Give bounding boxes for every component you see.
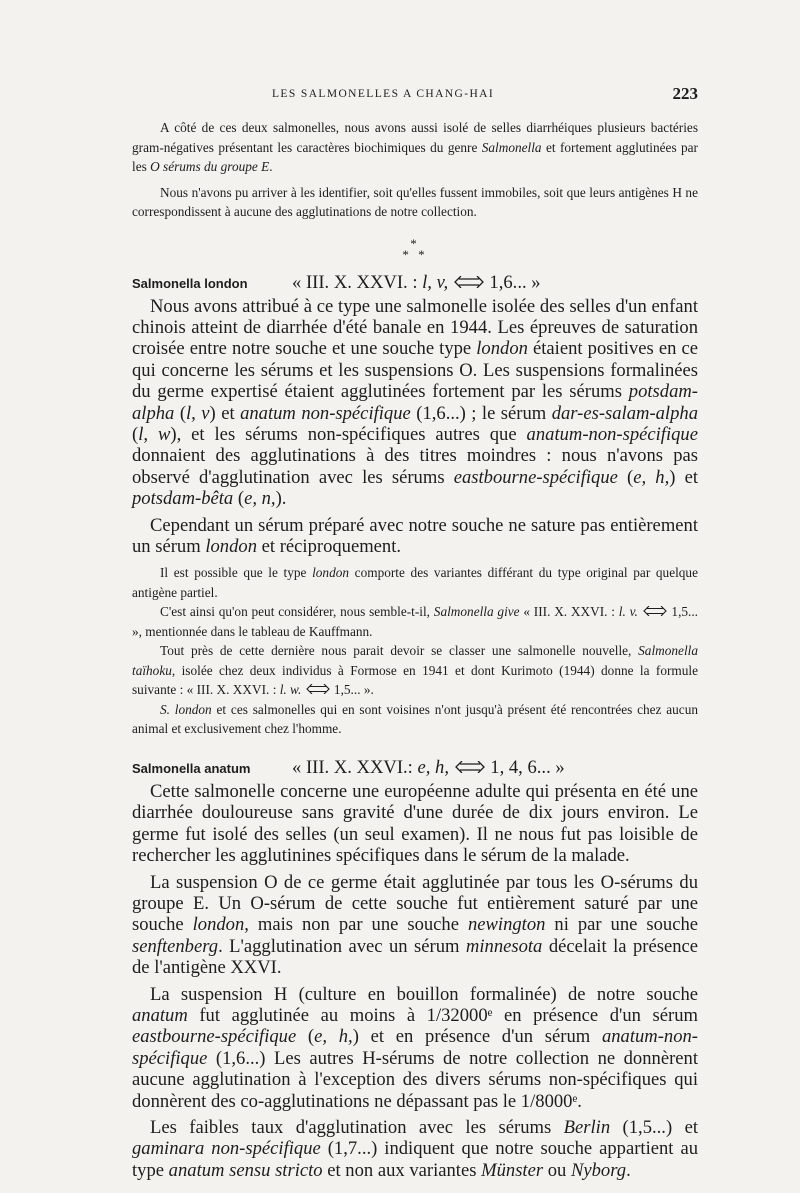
- running-title: LES SALMONELLES A CHANG-HAI: [272, 88, 495, 100]
- double-arrow-icon: [642, 606, 668, 616]
- section-title-anatum: Salmonella anatum: [132, 760, 251, 776]
- asterism: * * *: [402, 235, 428, 262]
- anatum-paragraph-4: Les faibles taux d'agglutination avec les sérums Berlin (1,5...) et gaminara non-spécifique (1,7...) indiquent que notre souche appartient au type anatum sensu stricto et non aux variantes Münster ou Nyborg.: [132, 1116, 698, 1181]
- anatum-paragraph-1: Cette salmonelle concerne une européenne adulte qui présenta en été une diarrhée douloureuse sans gravité d'une durée de dix jours environ. Le germe fut isolé des selles (un seul examen). Il ne nous fut pas loisible de rechercher les agglutinines spécifiques dans le sérum de la malade.: [132, 780, 698, 867]
- page-number: 223: [672, 84, 698, 103]
- london-note-4: S. london et ces salmonelles qui en sont voisines n'ont jusqu'à présent été rencontrées chez aucun animal et exclusivement chez l'homme.: [132, 701, 699, 737]
- anatum-paragraph-3: La suspension H (culture en bouillon formalinée) de notre souche anatum fut agglutinée au moins à 1/32000ᵉ en présence d'un sérum eastbourne-spécifique (e, h,) et en présence d'un sérum anatum-non-spécifique (1,6...) Les autres H-sérums de notre collection ne donnèrent aucune agglutination à l'exception des divers sérums non-spécifiques qui donnèrent des co-agglutinations ne dépassant pas le 1/8000ᵉ.: [132, 983, 698, 1112]
- page-body: [132, 118, 698, 1181]
- london-note-1: Il est possible que le type london comporte des variantes différant du type original par quelque antigène partiel.: [132, 565, 698, 600]
- double-arrow-icon: [453, 276, 485, 288]
- page-header: [132, 84, 698, 108]
- london-note-2: C'est ainsi qu'on peut considérer, nous semble-t-il, Salmonella give « III. X. XXVI. : l. v. 1,5... », mentionnée dans le tableau de Kauffmann.: [132, 604, 699, 639]
- antigenic-formula-london: « III. X. XXVI. : l, v, 1,6... »: [292, 271, 541, 293]
- london-paragraph-1: Nous avons attribué à ce type une salmonelle isolée des selles d'un enfant chinois atteint de diarrhée d'été banale en 1944. Les épreuves de saturation croisée entre notre souche et une souche type london étaient positives en ce qui concerne les sérums et les suspensions O. Les suspensions formalinées du germe expertisé étaient agglutinées fortement par les sérums potsdam-alpha (l, v) et anatum non-spécifique (1,6...) ; le sérum dar-es-salam-alpha (l, w), et les sérums non-spécifiques autres que anatum-non-spécifique donnaient des agglutinations à des titres moindres : nous n'avons pas observé d'agglutination avec les sérums eastbourne-spécifique (e, h,) et potsdam-bêta (e, n,).: [132, 295, 699, 510]
- double-arrow-icon: [305, 684, 331, 694]
- anatum-paragraph-2: La suspension O de ce germe était agglutinée par tous les O-sérums du groupe E. Un O-sérum de cette souche fut entièrement saturé par une souche london, mais non par une souche newington ni par une souche senftenberg. L'agglutination avec un sérum minnesota décelait la présence de l'antigène XXVI.: [132, 871, 698, 979]
- intro-paragraph-1: A côté de ces deux salmonelles, nous avons aussi isolé de selles diarrhéiques plusieurs bactéries gram-négatives présentant les caractères biochimiques du genre Salmonella et fortement agglutinées par les O sérums du groupe E.: [132, 120, 698, 174]
- double-arrow-icon: [454, 761, 486, 773]
- london-paragraph-2: Cependant un sérum préparé avec notre souche ne sature pas entièrement un sérum london et réciproquement.: [132, 514, 698, 557]
- section-heading-london: [132, 272, 698, 294]
- antigenic-formula-anatum: « III. X. XXVI.: e, h, 1, 4, 6... »: [292, 756, 565, 778]
- london-note-3: Tout près de cette dernière nous parait devoir se classer une salmonelle nouvelle, Salmonella taïhoku, isolée chez deux individus à Formose en 1941 et dont Kurimoto (1944) donne la formule suivante : « III. X. XXVI. : l. w. 1,5... ».: [132, 643, 698, 698]
- intro-paragraph-2: Nous n'avons pu arriver à les identifier, soit qu'elles fussent immobiles, soit que leurs antigènes H ne correspondissent à aucune des agglutinations de notre collection.: [132, 184, 698, 219]
- section-title-london: Salmonella london: [132, 275, 248, 291]
- section-heading-anatum: [132, 757, 698, 779]
